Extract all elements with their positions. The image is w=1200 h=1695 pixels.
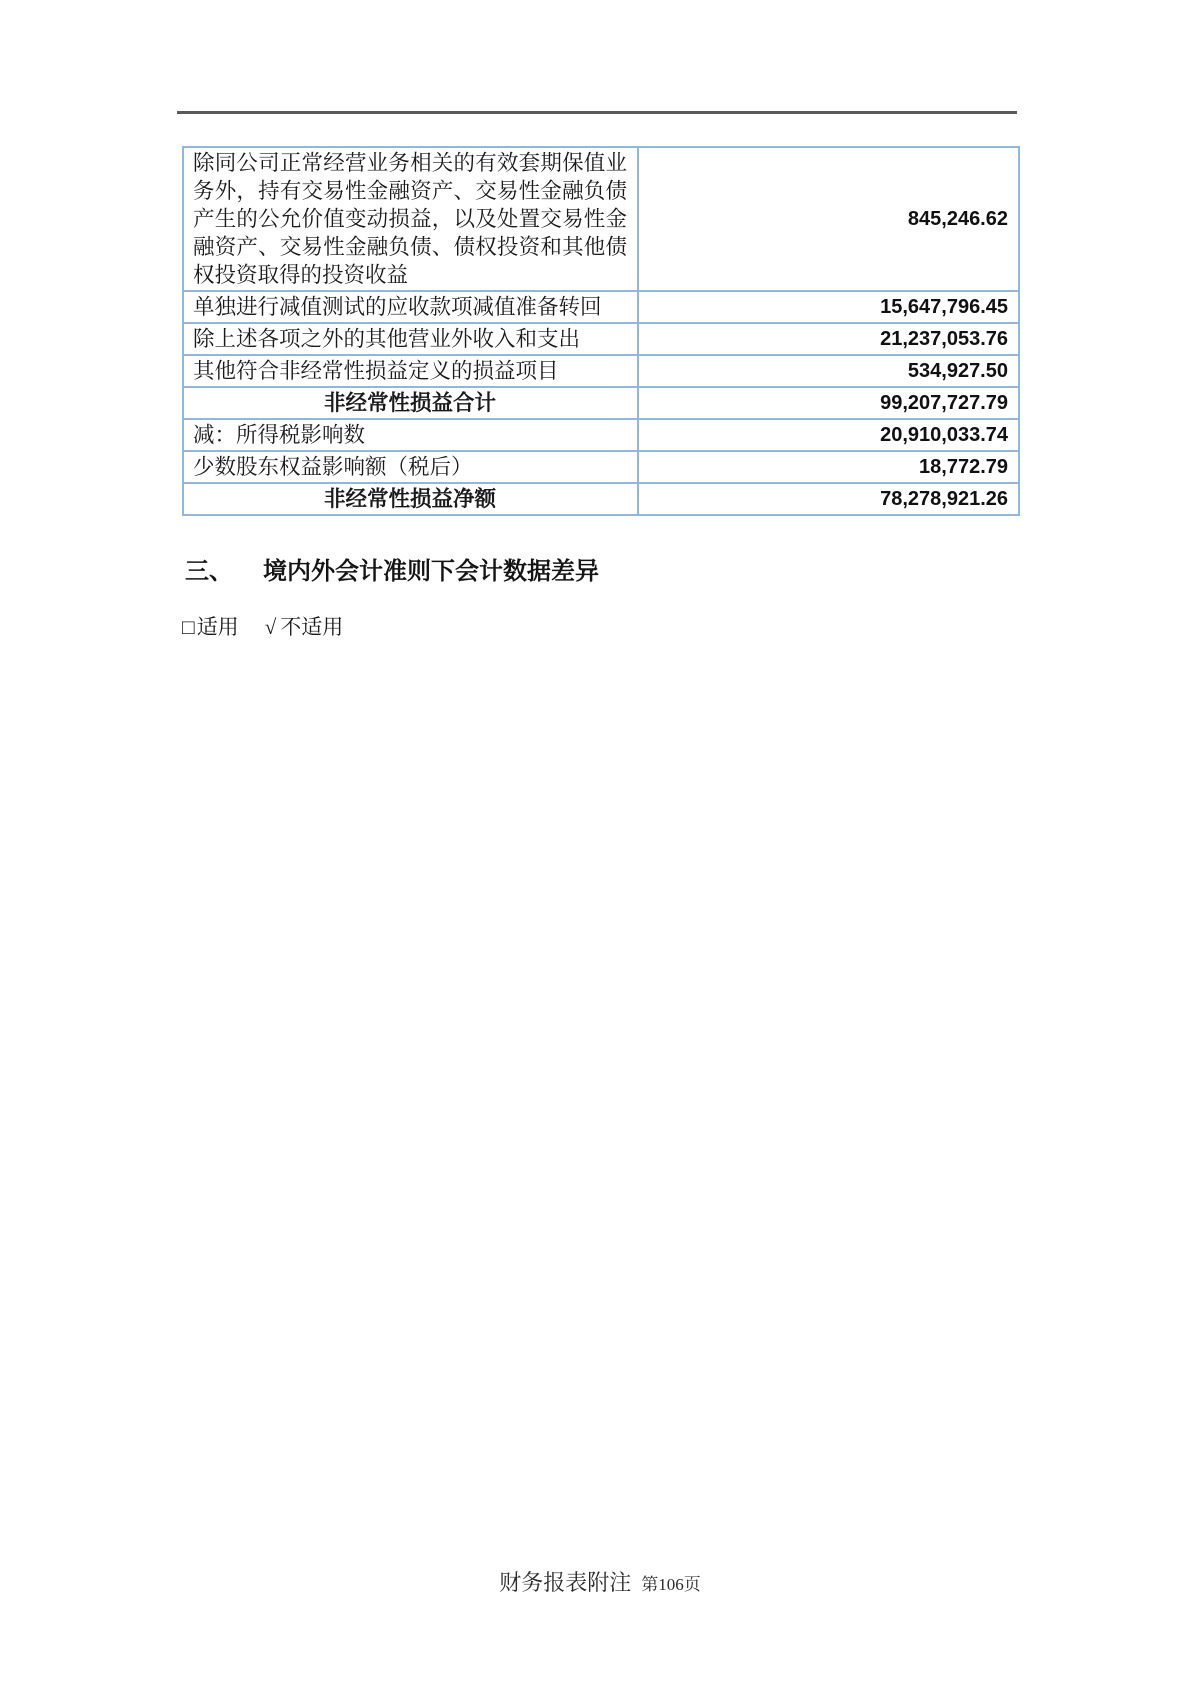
check-icon: √ — [264, 615, 277, 639]
section-number: 三、 — [185, 559, 233, 585]
table-row — [183, 323, 1019, 355]
table-row — [183, 419, 1019, 451]
table-row-total — [183, 387, 1019, 419]
not-applicable-option — [265, 615, 344, 639]
item-label: 除同公司正常经营业务相关的有效套期保值业务外，持有交易性金融资产、交易性金融负债产生的公允价值变动损益，以及处置交易性金融资产、交易性金融负债、债权投资和其他债权投资取得的投资收益 — [183, 147, 638, 291]
item-label: 其他符合非经常性损益定义的损益项目 — [183, 355, 638, 387]
applicable-option — [182, 615, 239, 639]
page-footer — [0, 1566, 1200, 1597]
table-row — [183, 147, 1019, 291]
item-value: 21,237,053.76 — [638, 323, 1019, 355]
item-value: 534,927.50 — [638, 355, 1019, 387]
item-value: 78,278,921.26 — [638, 483, 1019, 515]
table-row — [183, 291, 1019, 323]
item-label: 非经常性损益合计 — [183, 387, 638, 419]
item-label: 单独进行减值测试的应收款项减值准备转回 — [183, 291, 638, 323]
applicability-line — [182, 611, 343, 641]
item-value: 15,647,796.45 — [638, 291, 1019, 323]
section-title: 境内外会计准则下会计数据差异 — [263, 559, 599, 585]
table-row — [183, 451, 1019, 483]
footer-title: 财务报表附注 — [499, 1570, 632, 1595]
non-recurring-items-table — [182, 146, 1020, 516]
item-label: 减：所得税影响数 — [183, 419, 638, 451]
table-row — [183, 355, 1019, 387]
item-value: 845,246.62 — [638, 147, 1019, 291]
item-label: 少数股东权益影响额（税后） — [183, 451, 638, 483]
table-row-net-total — [183, 483, 1019, 515]
footer-page-number: 第106页 — [641, 1575, 701, 1594]
header-rule — [177, 111, 1017, 114]
item-value: 18,772.79 — [638, 451, 1019, 483]
item-value: 20,910,033.74 — [638, 419, 1019, 451]
checkbox-unchecked-icon: □ — [182, 615, 195, 639]
section-heading — [185, 551, 599, 586]
not-applicable-label: 不适用 — [280, 615, 344, 639]
item-label: 非经常性损益净额 — [183, 483, 638, 515]
item-value: 99,207,727.79 — [638, 387, 1019, 419]
item-label: 除上述各项之外的其他营业外收入和支出 — [183, 323, 638, 355]
applicable-label: 适用 — [196, 615, 239, 639]
